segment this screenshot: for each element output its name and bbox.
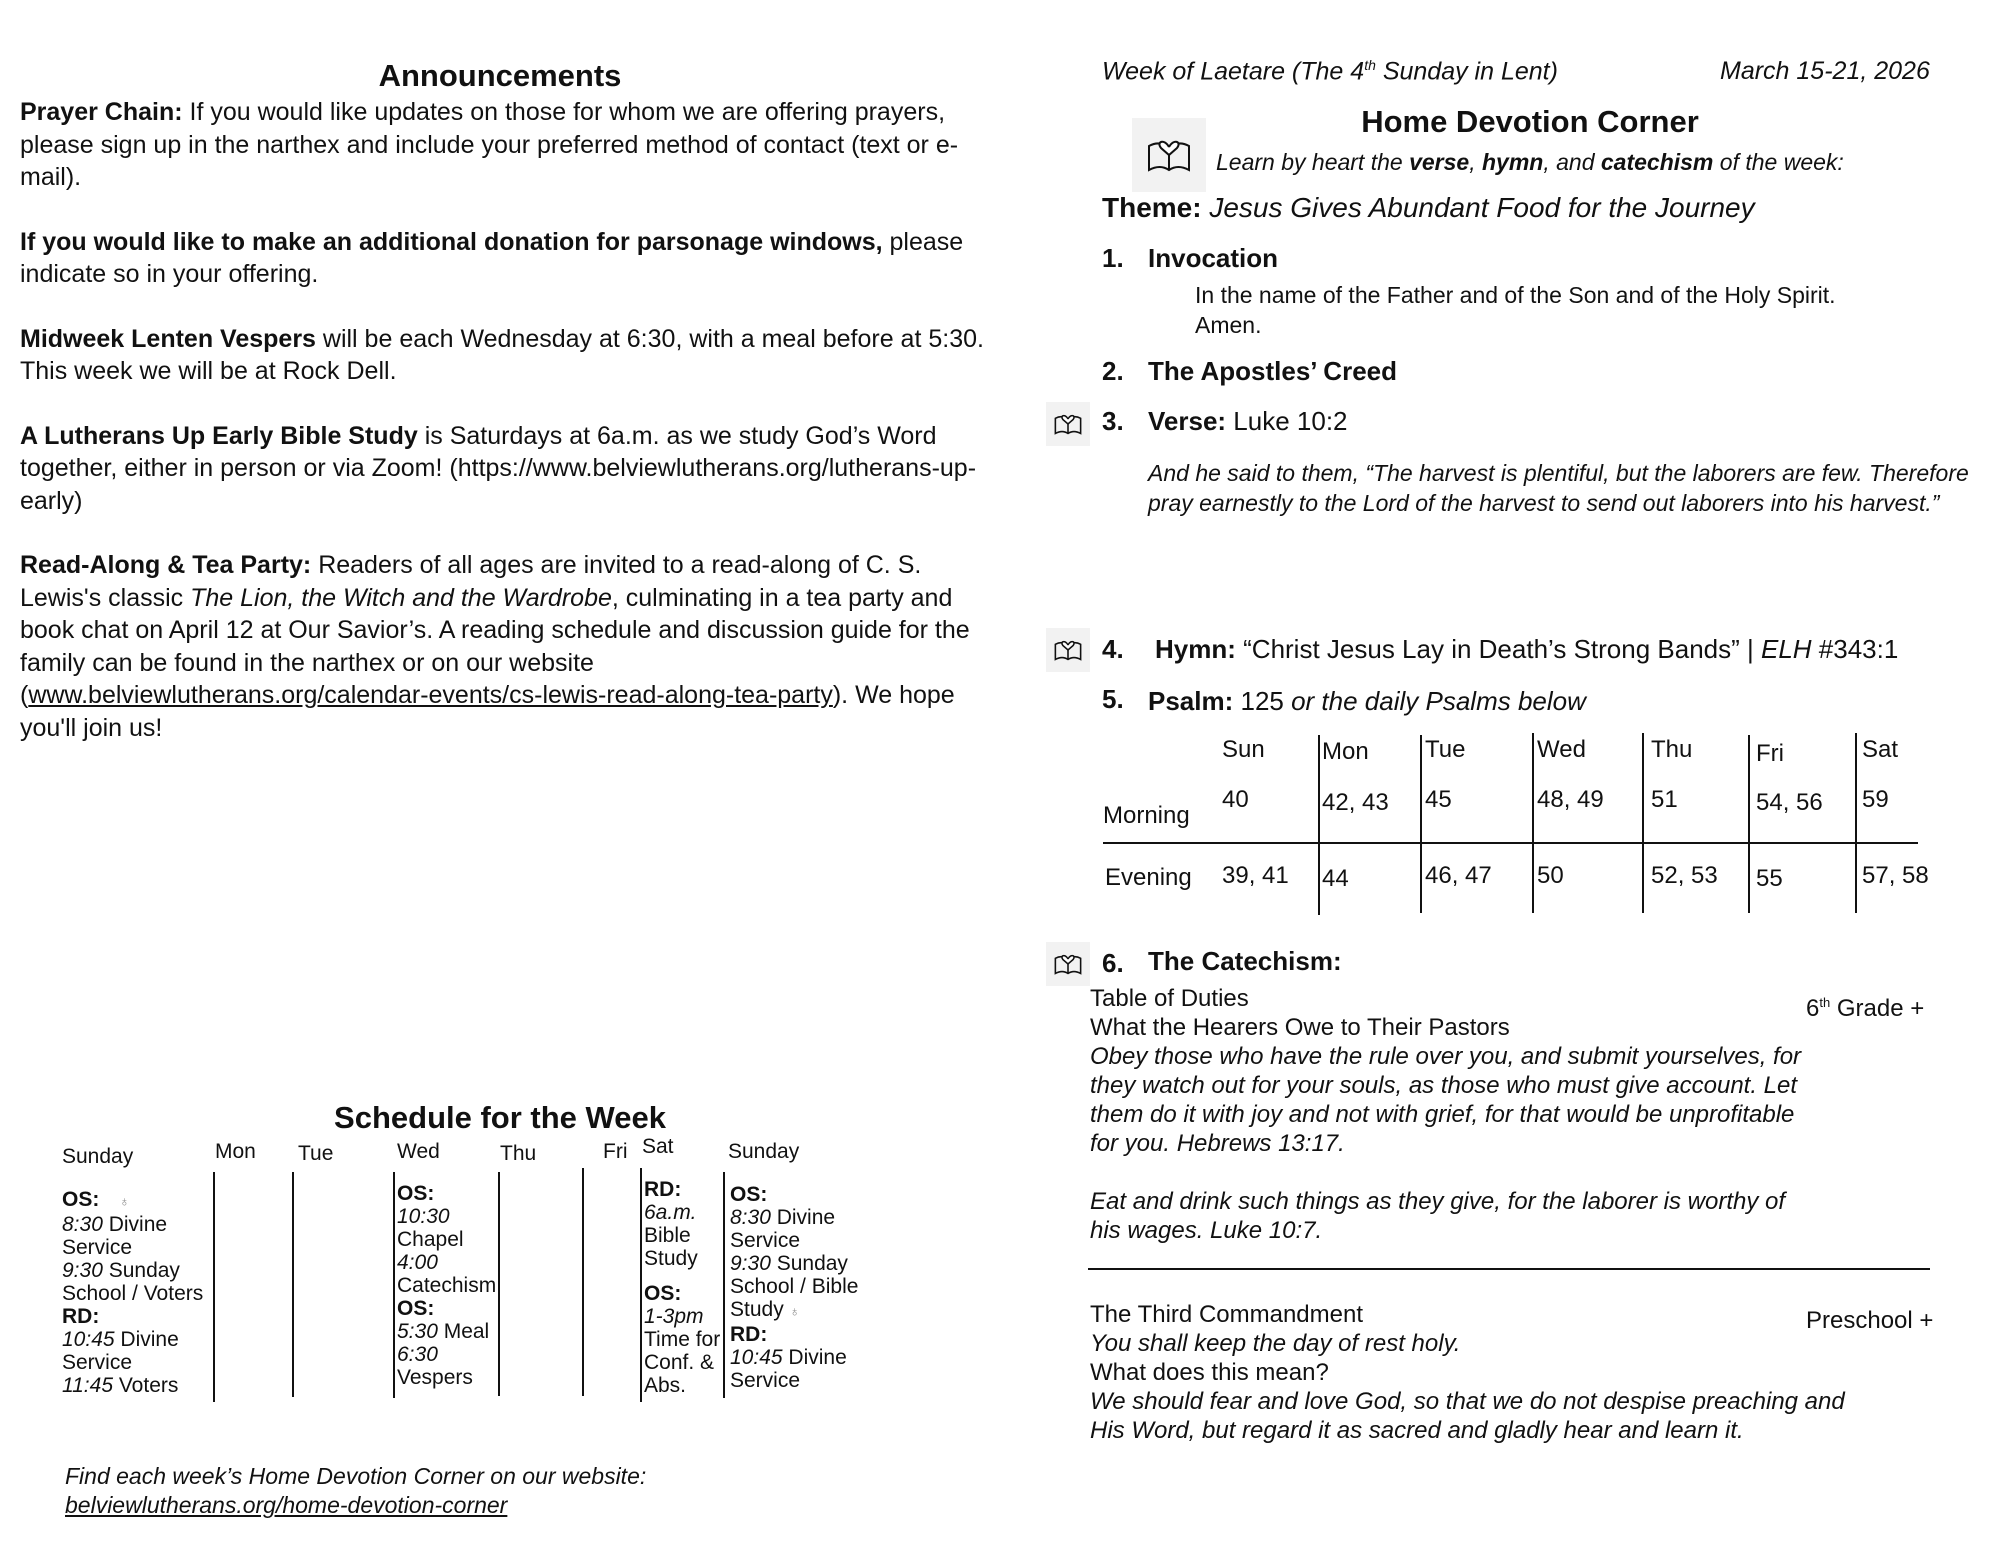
psalm-day: Tue: [1425, 736, 1466, 763]
schedule-divider: [640, 1168, 642, 1402]
psalm-col-divider: [1642, 733, 1644, 913]
psalm-evening: 44: [1322, 865, 1349, 892]
psalm-evening: 57, 58: [1862, 862, 1929, 889]
hymn-heading: Hymn: “Christ Jesus Lay in Death’s Strong Bands” | ELH #343:1: [1155, 634, 1899, 664]
lenten-vespers: Midweek Lenten Vespers will be each Wednesday at 6:30, with a meal before at 5:30. This week we will be at Rock Dell.: [20, 324, 984, 385]
schedule-divider: [498, 1172, 500, 1396]
invocation-heading: Invocation: [1148, 243, 1279, 273]
item-number: 2.: [1102, 356, 1124, 386]
evening-label: Evening: [1105, 864, 1192, 891]
bible-heart-icon: [1046, 628, 1090, 672]
item-number: 4.: [1102, 634, 1124, 664]
read-along-link[interactable]: www.belviewlutherans.org/calendar-events/cs-lewis-read-along-tea-party: [28, 681, 833, 709]
psalm-col-divider: [1532, 733, 1534, 913]
day-wed: Wed: [397, 1140, 440, 1163]
catechism-divider: [1088, 1268, 1930, 1270]
day-mon: Mon: [215, 1140, 256, 1163]
item-number: 1.: [1102, 243, 1124, 273]
psalm-day: Sun: [1222, 736, 1265, 763]
psalm-col-divider: [1420, 735, 1422, 913]
day-tue: Tue: [298, 1142, 334, 1165]
read-along: Read-Along & Tea Party: Readers of all ages are invited to a read-along of C. S. Lewis's classic The Lion, the Witch and the Wardrobe, culminating in a tea party and book chat on April 12 at Our Savior’s. A reading schedule and discussion guide for the family can be found in the narthex or on our website (www.belviewlutherans.org/calendar-events/cs-lewis-read-along-tea-party). We hope you'll join us!: [20, 551, 970, 742]
schedule-divider: [213, 1172, 215, 1402]
third-commandment: The Third Commandment You shall keep the day of rest holy. What does this mean? We should fear and love God, so that we do not despise preaching and His Word, but regard it as sacred and gladly hear and learn it.: [1090, 1301, 1845, 1444]
devotion-title: Home Devotion Corner: [1361, 104, 1699, 139]
week-dates: March 15-21, 2026: [1720, 57, 1930, 85]
schedule-divider: [292, 1172, 294, 1397]
psalm-day: Wed: [1537, 736, 1586, 763]
catechism-heading: The Catechism:: [1148, 946, 1342, 976]
catechism-duties: Table of Duties What the Hearers Owe to Their Pastors Obey those who have the rule over you, and submit yourselves, for they watch out for your souls, as those who must give account. Let them do it with joy and not with grief, for that would be unprofitable for you. Hebrews 13:17. Eat and drink such things as they give, for the laborer is worthy of his wages. Luke 10:7.: [1090, 985, 1802, 1244]
schedule-divider: [393, 1172, 395, 1398]
psalm-morning: 51: [1651, 786, 1678, 813]
psalm-col-divider: [1748, 735, 1750, 913]
verse-heading: Verse: Luke 10:2: [1148, 406, 1348, 436]
psalm-evening: 39, 41: [1222, 862, 1289, 889]
day-sunday-next: Sunday: [728, 1140, 800, 1163]
schedule-saturday: RD: 6a.m. Bible Study OS: 1-3pm Time for Conf. & Abs.: [644, 1178, 721, 1397]
announcements-title: Announcements: [378, 58, 622, 93]
morning-label: Morning: [1103, 802, 1190, 829]
psalm-morning: 45: [1425, 786, 1452, 813]
schedule-sunday-next: OS: 8:30 Divine Service 9:30 Sunday School / Bible Study ♁ RD: 10:45 Divine Service: [730, 1183, 859, 1392]
psalm-morning: 42, 43: [1322, 789, 1389, 816]
donation: If you would like to make an additional donation for parsonage windows, please indicate so in your offering.: [20, 227, 964, 288]
item-number: 5.: [1102, 684, 1124, 714]
item-number: 3.: [1102, 406, 1124, 436]
psalm-evening: 50: [1537, 862, 1564, 889]
psalm-row-divider: [1103, 842, 1918, 844]
announcements-body: [20, 96, 990, 744]
bible-heart-icon: [1132, 118, 1206, 192]
schedule-footer: Find each week’s Home Devotion Corner on our website: belviewlutherans.org/home-devotion-corner: [65, 1463, 647, 1518]
prayer-chain: Prayer Chain: If you would like updates on those for whom we are offering prayers, please sign up in the narthex and include your preferred method of contact (text or e-mail).: [20, 98, 959, 191]
invocation-text: In the name of the Father and of the Son and of the Holy Spirit. Amen.: [1195, 282, 1836, 338]
psalm-col-divider: [1855, 733, 1857, 913]
psalm-day: Thu: [1651, 736, 1693, 763]
theme: Theme: Jesus Gives Abundant Food for the Journey: [1102, 192, 1755, 223]
week-label: Week of Laetare (The 4th Sunday in Lent): [1102, 57, 1558, 86]
day-sat: Sat: [642, 1135, 674, 1158]
psalm-morning: 54, 56: [1756, 789, 1823, 816]
day-thu: Thu: [500, 1142, 537, 1165]
schedule-divider: [582, 1168, 584, 1396]
psalm-evening: 52, 53: [1651, 862, 1718, 889]
chalice-icon: ♁: [789, 1303, 801, 1319]
home-devotion-link[interactable]: belviewlutherans.org/home-devotion-corner: [65, 1492, 508, 1518]
psalm-evening: 55: [1756, 865, 1783, 892]
schedule-sunday: OS: ♁ 8:30 Divine Service 9:30 Sunday School / Voters RD: 10:45 Divine Service 11:45 Voters: [62, 1188, 204, 1397]
bible-study: A Lutherans Up Early Bible Study is Saturdays at 6a.m. as we study God’s Word together, either in person or via Zoom! (https://www.belviewlutherans.org/lutherans-up-early): [20, 421, 977, 515]
chalice-icon: ♁: [119, 1193, 130, 1209]
psalm-day: Mon: [1322, 738, 1369, 765]
psalm-day: Fri: [1756, 740, 1784, 767]
learn-instruction: Learn by heart the verse, hymn, and catechism of the week:: [1216, 149, 1844, 175]
grade-level: 6th Grade +: [1806, 995, 1925, 1022]
creed-heading: The Apostles’ Creed: [1148, 356, 1397, 386]
psalm-morning: 40: [1222, 786, 1249, 813]
schedule-title: Schedule for the Week: [334, 1100, 666, 1135]
psalm-col-divider: [1318, 735, 1320, 915]
item-number: 6.: [1102, 948, 1124, 978]
day-fri: Fri: [603, 1140, 628, 1163]
psalm-morning: 59: [1862, 786, 1889, 813]
day-sunday: Sunday: [62, 1145, 134, 1168]
psalm-morning: 48, 49: [1537, 786, 1604, 813]
bible-heart-icon: [1046, 942, 1090, 986]
psalm-heading: Psalm: 125 or the daily Psalms below: [1148, 686, 1586, 716]
schedule-wednesday: OS: 10:30 Chapel 4:00 Catechism OS: 5:30 Meal 6:30 Vespers: [397, 1182, 497, 1389]
psalm-day: Sat: [1862, 736, 1899, 763]
bible-heart-icon: [1046, 402, 1090, 446]
preschool-level: Preschool +: [1806, 1307, 1934, 1334]
verse-text: And he said to them, “The harvest is plentiful, but the laborers are few. Therefore pray earnestly to the Lord of the harvest to send out laborers into his harvest.”: [1148, 460, 1969, 516]
psalm-evening: 46, 47: [1425, 862, 1492, 889]
